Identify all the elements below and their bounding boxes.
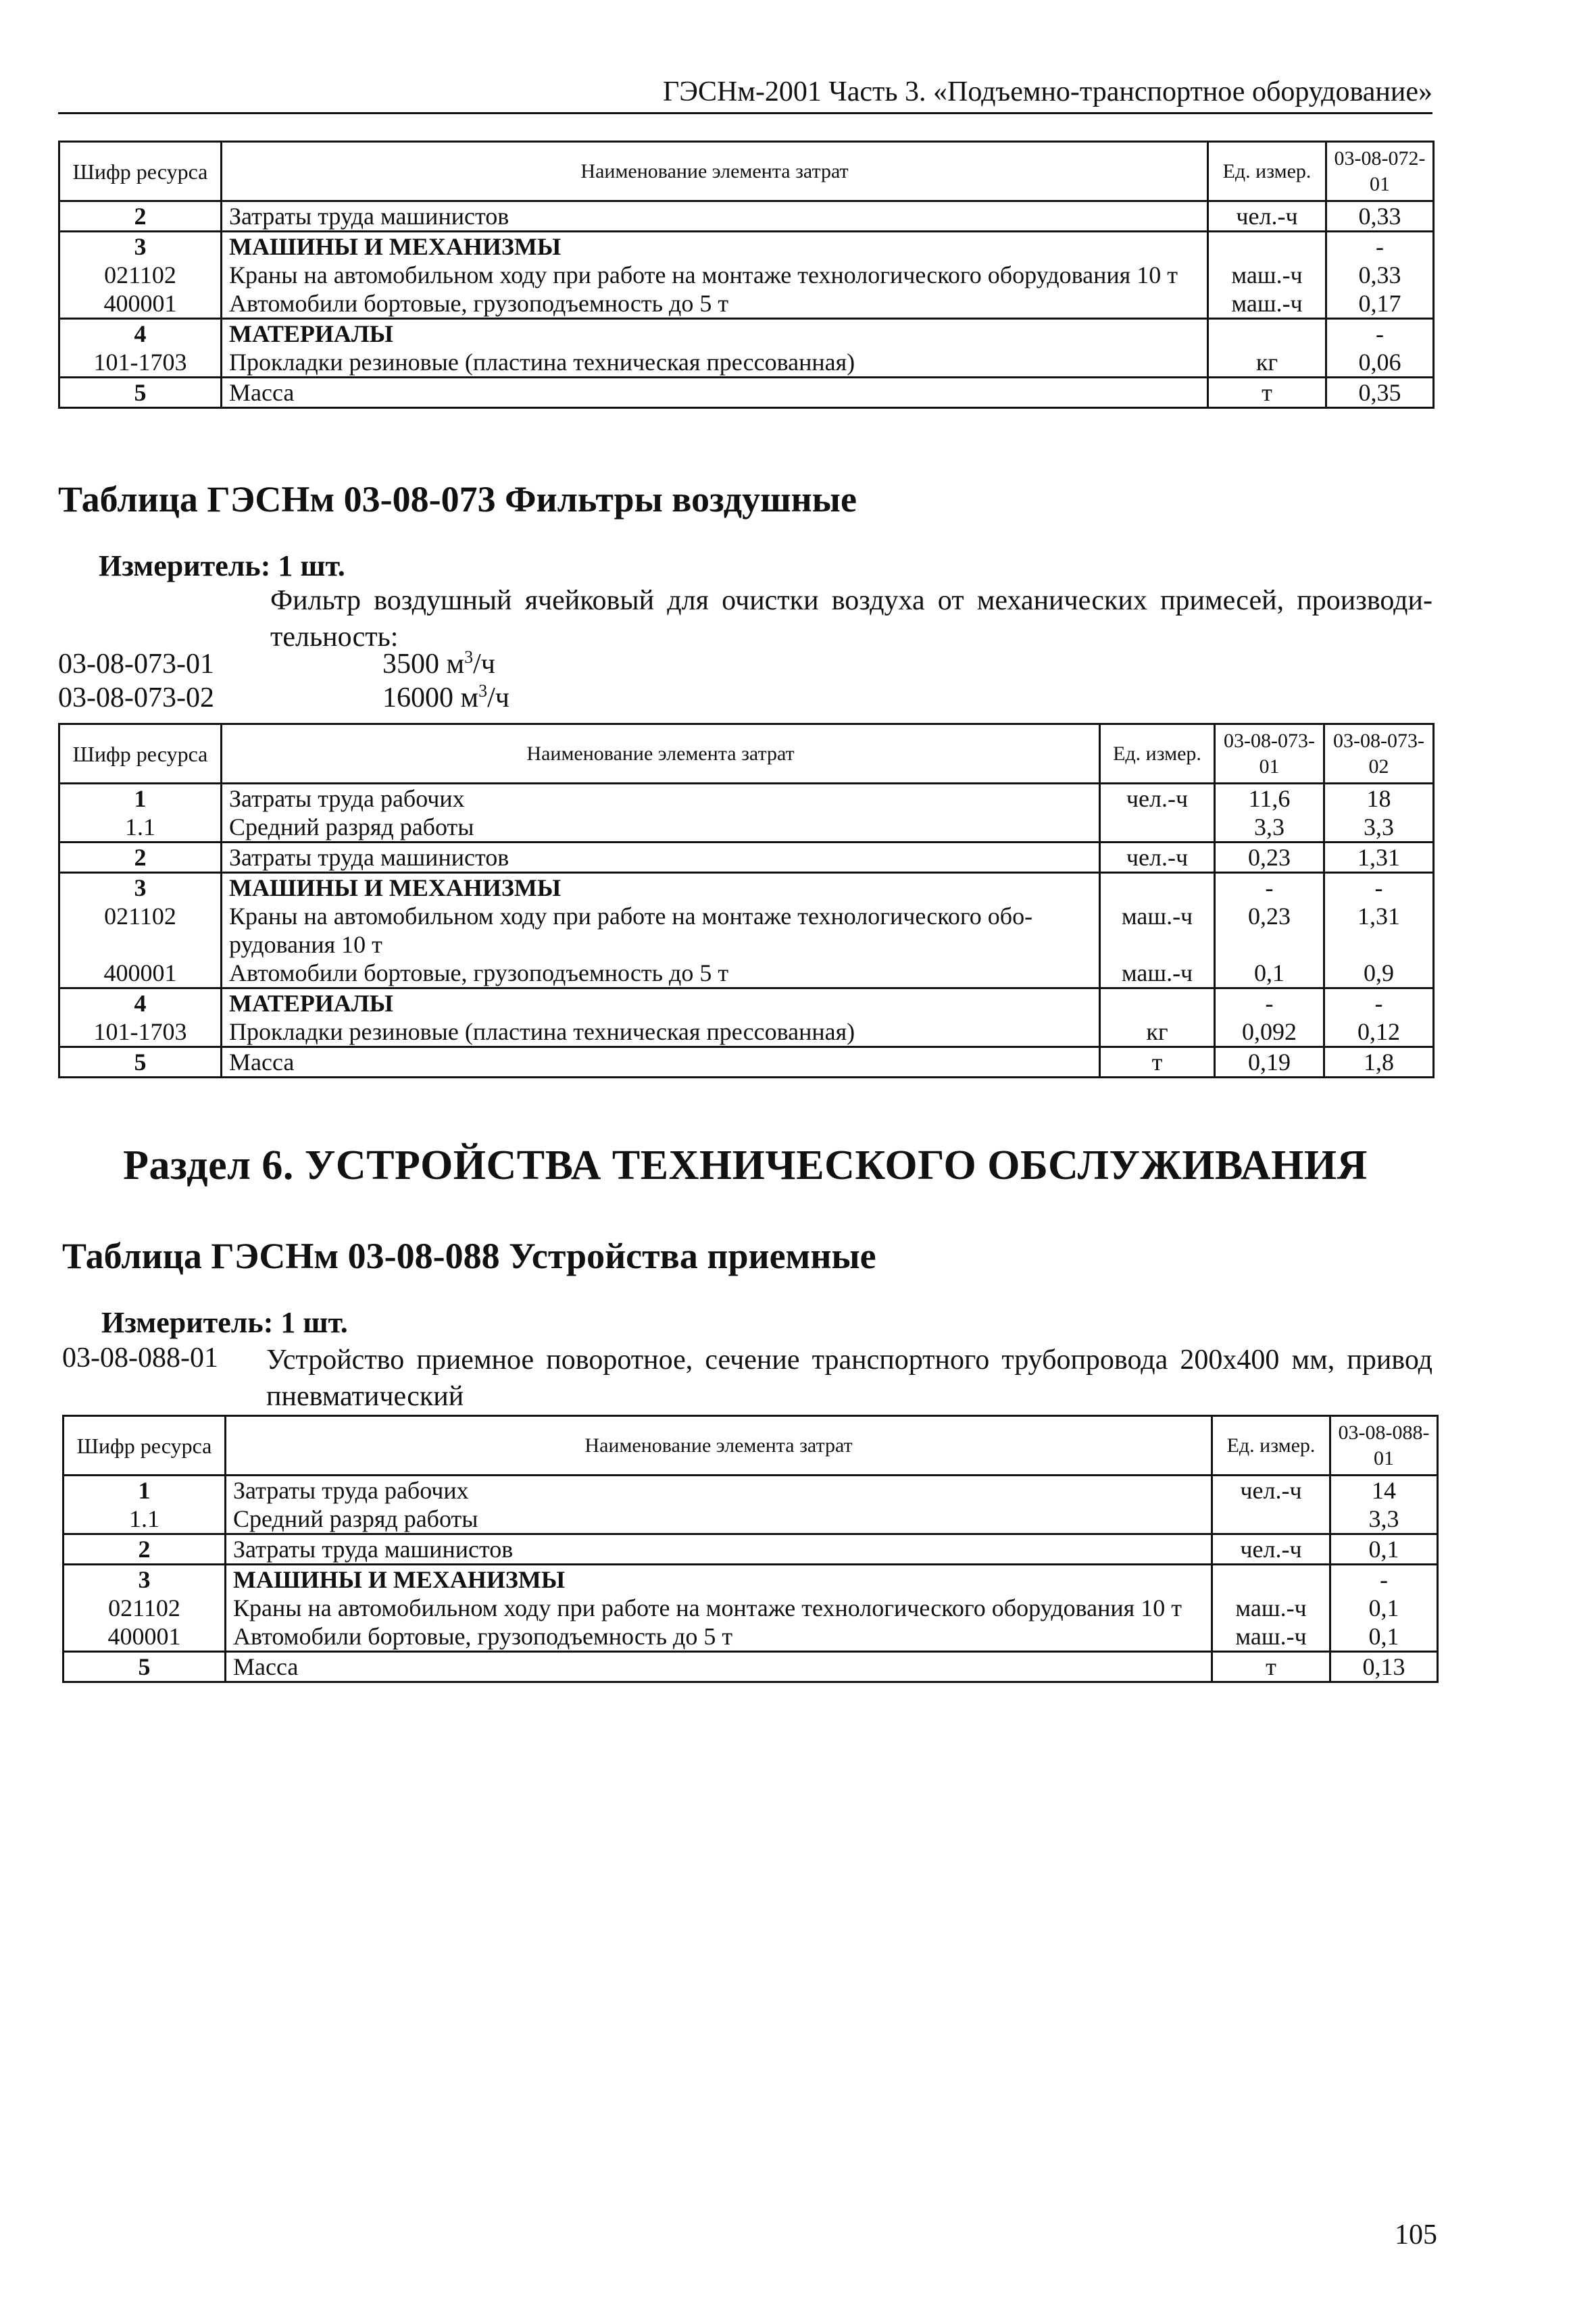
cell-value: 0,17 <box>1326 289 1434 319</box>
cell-value: 11,6 <box>1215 784 1324 813</box>
cell-unit <box>1212 1565 1330 1594</box>
table-row <box>64 1505 1438 1534</box>
norm-item-sup: 3 <box>464 647 474 667</box>
cell-unit <box>1100 988 1215 1018</box>
cell-value: 0,23 <box>1215 842 1324 873</box>
table-row <box>59 784 1434 813</box>
cell-code: 1 <box>64 1476 226 1505</box>
header-norm-code: 03-08-073-02 <box>1324 724 1434 784</box>
header-norm-code: 03-08-073-01 <box>1215 724 1324 784</box>
table-row <box>64 1622 1438 1652</box>
cell-code: 3 <box>64 1565 226 1594</box>
table-03-08-072 <box>58 141 1435 409</box>
cell-code: 5 <box>59 1047 222 1078</box>
table-row <box>59 1047 1434 1078</box>
cell-name: МАШИНЫ И МЕХАНИЗМЫ <box>222 232 1208 261</box>
norm-item-code: 03-08-073-01 <box>58 649 214 680</box>
cell-value: 1,8 <box>1324 1047 1434 1078</box>
header-rule <box>58 112 1432 114</box>
cell-code: 4 <box>59 319 222 349</box>
cell-code: 400001 <box>59 959 222 988</box>
cell-value: 0,12 <box>1324 1017 1434 1047</box>
cell-code: 4 <box>59 988 222 1018</box>
norm-item-sup: 3 <box>478 681 488 701</box>
norm-item-value: 3500 м <box>382 649 465 680</box>
cell-value: 0,13 <box>1330 1652 1438 1682</box>
cell-name: Краны на автомобильном ходу при работе на монтаже технологического оборудования 10 т <box>226 1594 1212 1622</box>
table-row <box>64 1594 1438 1622</box>
cell-unit: маш.-ч <box>1100 959 1215 988</box>
table-row <box>59 261 1434 289</box>
cell-value: 0,19 <box>1215 1047 1324 1078</box>
cell-name: Масса <box>226 1652 1212 1682</box>
cell-unit: кг <box>1208 348 1326 378</box>
cell-code: 5 <box>64 1652 226 1682</box>
cell-value: 0,1 <box>1215 959 1324 988</box>
cell-code: 400001 <box>64 1622 226 1652</box>
cell-code: 1.1 <box>64 1505 226 1534</box>
cell-value: 0,1 <box>1330 1594 1438 1622</box>
cell-unit: маш.-ч <box>1212 1622 1330 1652</box>
cell-name: Средний разряд работы <box>226 1505 1212 1534</box>
table-row <box>59 959 1434 988</box>
table-row <box>59 232 1434 261</box>
meter-label: Измеритель: <box>101 1306 274 1339</box>
norm-item <box>58 647 666 680</box>
norm-description: Фильтр воздушный ячейковый для очистки воздуха от механических примесей, производи-тельность: <box>270 585 1432 653</box>
cell-value: 14 <box>1330 1476 1438 1505</box>
cell-code: 021102 <box>64 1594 226 1622</box>
cell-value: - <box>1215 873 1324 903</box>
table-title: Таблица ГЭСНм 03-08-088 Устройства приемные <box>62 1236 876 1276</box>
table-row <box>59 378 1434 408</box>
cell-code: 101-1703 <box>59 348 222 378</box>
cell-name: Затраты труда рабочих <box>226 1476 1212 1505</box>
header-cost-element: Наименование элемента затрат <box>222 724 1100 784</box>
header-norm-code: 03-08-088-01 <box>1330 1416 1438 1476</box>
table-row <box>59 842 1434 873</box>
cell-value: 0,092 <box>1215 1017 1324 1047</box>
cell-value: 0,1 <box>1330 1534 1438 1565</box>
cell-value: 1,31 <box>1324 842 1434 873</box>
table-row <box>64 1534 1438 1565</box>
norm-item-unit: /ч <box>473 649 495 680</box>
table-row <box>59 319 1434 349</box>
cell-name: Затраты труда рабочих <box>222 784 1100 813</box>
norm-item-unit: /ч <box>487 682 509 713</box>
cell-unit: чел.-ч <box>1100 842 1215 873</box>
header-norm-code: 03-08-072-01 <box>1326 142 1434 201</box>
cell-name: Автомобили бортовые, грузоподъемность до 5 т <box>226 1622 1212 1652</box>
cell-code: 5 <box>59 378 222 408</box>
header-resource-code: Шифр ресурса <box>59 142 222 201</box>
cell-code: 2 <box>64 1534 226 1565</box>
cell-unit: чел.-ч <box>1100 784 1215 813</box>
table-row <box>59 988 1434 1018</box>
norm-item-value: 16000 м <box>382 682 479 713</box>
cell-name: Прокладки резиновые (пластина техническая прессованная) <box>222 348 1208 378</box>
cell-unit: т <box>1100 1047 1215 1078</box>
cell-name: Затраты труда машинистов <box>222 201 1208 232</box>
cell-unit: чел.-ч <box>1212 1534 1330 1565</box>
cell-name: МАШИНЫ И МЕХАНИЗМЫ <box>226 1565 1212 1594</box>
cell-value: 1,31 <box>1324 902 1434 959</box>
cell-unit: чел.-ч <box>1208 201 1326 232</box>
cell-value: 3,3 <box>1324 813 1434 842</box>
cell-name: Прокладки резиновые (пластина техническая прессованная) <box>222 1017 1100 1047</box>
cell-value: 3,3 <box>1215 813 1324 842</box>
cell-unit: т <box>1212 1652 1330 1682</box>
cell-name: Затраты труда машинистов <box>226 1534 1212 1565</box>
cell-value: 18 <box>1324 784 1434 813</box>
table-row <box>59 201 1434 232</box>
cell-name: Автомобили бортовые, грузоподъемность до 5 т <box>222 959 1100 988</box>
cell-unit <box>1100 813 1215 842</box>
cell-name: Масса <box>222 378 1208 408</box>
cell-unit: маш.-ч <box>1208 289 1326 319</box>
cell-value: 0,33 <box>1326 201 1434 232</box>
table-row <box>59 289 1434 319</box>
header-unit: Ед. измер. <box>1212 1416 1330 1476</box>
cell-value: - <box>1330 1565 1438 1594</box>
cell-name: Масса <box>222 1047 1100 1078</box>
cell-value: 3,3 <box>1330 1505 1438 1534</box>
norm-description: Устройство приемное поворотное, сечение транспортного трубопровода 200х400 мм, привод пневматический <box>266 1344 1432 1412</box>
norm-code: 03-08-088-01 <box>62 1342 218 1374</box>
header-resource-code: Шифр ресурса <box>59 724 222 784</box>
cell-unit: т <box>1208 378 1326 408</box>
table-row <box>64 1652 1438 1682</box>
cell-name: Автомобили бортовые, грузоподъемность до 5 т <box>222 289 1208 319</box>
cell-code: 3 <box>59 232 222 261</box>
header-cost-element: Наименование элемента затрат <box>226 1416 1212 1476</box>
cell-code: 1 <box>59 784 222 813</box>
meter-label: Измеритель: <box>99 549 271 582</box>
section-title: Раздел 6. УСТРОЙСТВА ТЕХНИЧЕСКОГО ОБСЛУЖИВАНИЯ <box>123 1142 1368 1188</box>
header-cost-element: Наименование элемента затрат <box>222 142 1208 201</box>
header-unit: Ед. измер. <box>1100 724 1215 784</box>
cell-name: Краны на автомобильном ходу при работе на монтаже технологического оборудования 10 т <box>222 261 1208 289</box>
cell-unit <box>1208 232 1326 261</box>
cell-name: Затраты труда машинистов <box>222 842 1100 873</box>
cell-unit: маш.-ч <box>1208 261 1326 289</box>
cell-code: 021102 <box>59 261 222 289</box>
cell-value: 0,23 <box>1215 902 1324 959</box>
cell-value: - <box>1324 873 1434 903</box>
cell-unit: маш.-ч <box>1212 1594 1330 1622</box>
cell-unit <box>1100 873 1215 903</box>
cell-code: 1.1 <box>59 813 222 842</box>
cell-value: - <box>1324 988 1434 1018</box>
cell-code: 2 <box>59 201 222 232</box>
cell-name: МАТЕРИАЛЫ <box>222 988 1100 1018</box>
table-row <box>59 873 1434 903</box>
cell-unit <box>1208 319 1326 349</box>
cell-value: 0,35 <box>1326 378 1434 408</box>
running-head: ГЭСНм-2001 Часть 3. «Подъемно-транспортное оборудование» <box>663 76 1432 107</box>
table-row <box>64 1565 1438 1594</box>
meter-value: 1 шт. <box>278 549 345 582</box>
table-row <box>64 1476 1438 1505</box>
cell-value: 0,9 <box>1324 959 1434 988</box>
cell-unit: кг <box>1100 1017 1215 1047</box>
cell-value: 0,33 <box>1326 261 1434 289</box>
cell-name: МАШИНЫ И МЕХАНИЗМЫ <box>222 873 1100 903</box>
cell-name: МАТЕРИАЛЫ <box>222 319 1208 349</box>
cell-value: 0,1 <box>1330 1622 1438 1652</box>
cell-code: 400001 <box>59 289 222 319</box>
cell-code: 101-1703 <box>59 1017 222 1047</box>
page-number: 105 <box>1395 2219 1437 2250</box>
meter-line <box>101 1305 348 1340</box>
meter-line <box>99 549 345 583</box>
table-title: Таблица ГЭСНм 03-08-073 Фильтры воздушные <box>58 479 857 520</box>
header-resource-code: Шифр ресурса <box>64 1416 226 1476</box>
table-03-08-088 <box>62 1415 1439 1683</box>
cell-code: 021102 <box>59 902 222 959</box>
cell-code: 2 <box>59 842 222 873</box>
cell-name: Краны на автомобильном ходу при работе на монтаже технологического обо-рудования 10 т <box>222 902 1100 959</box>
header-unit: Ед. измер. <box>1208 142 1326 201</box>
table-03-08-073 <box>58 723 1435 1078</box>
cell-code: 3 <box>59 873 222 903</box>
table-row <box>59 348 1434 378</box>
cell-value: - <box>1326 319 1434 349</box>
cell-unit: маш.-ч <box>1100 902 1215 959</box>
norm-item <box>58 681 666 714</box>
cell-unit <box>1212 1505 1330 1534</box>
cell-unit: чел.-ч <box>1212 1476 1330 1505</box>
cell-value: 0,06 <box>1326 348 1434 378</box>
cell-name: Средний разряд работы <box>222 813 1100 842</box>
table-row <box>59 902 1434 959</box>
cell-value: - <box>1326 232 1434 261</box>
cell-value: - <box>1215 988 1324 1018</box>
meter-value: 1 шт. <box>280 1306 348 1339</box>
table-row <box>59 813 1434 842</box>
norm-item-code: 03-08-073-02 <box>58 682 214 713</box>
table-row <box>59 1017 1434 1047</box>
